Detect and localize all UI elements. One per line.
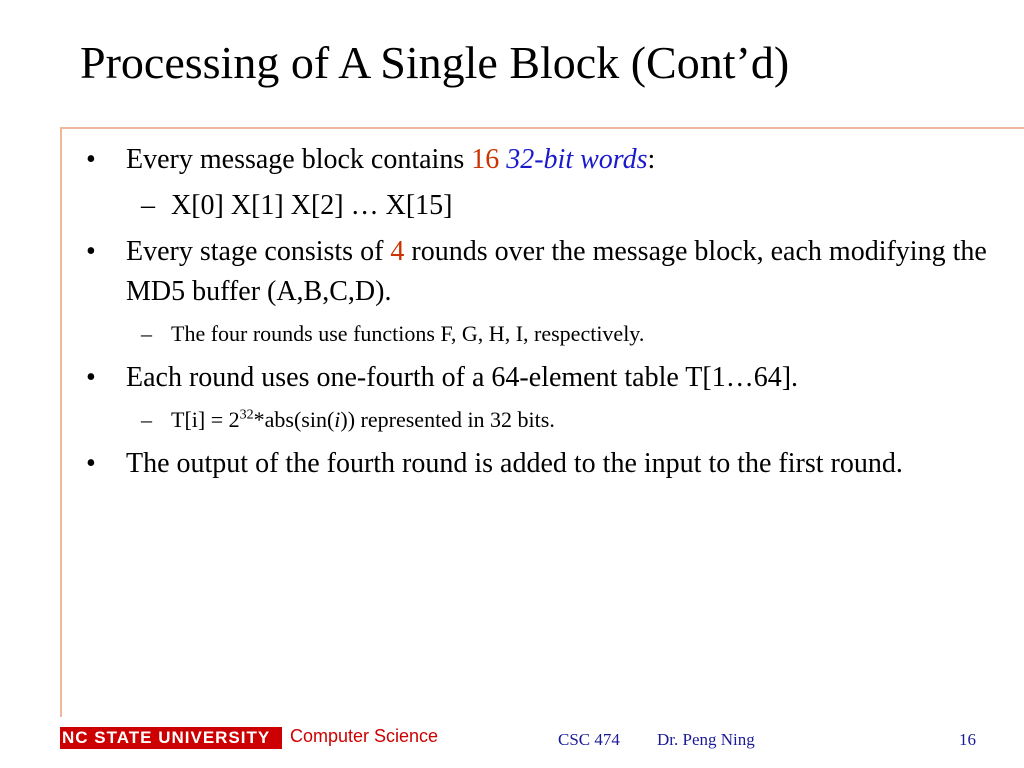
formula-text: T[i] = 2 — [171, 407, 240, 432]
horizontal-rule — [60, 127, 1024, 129]
page-number: 16 — [959, 730, 976, 749]
slide-title: Processing of A Single Block (Cont’d) — [80, 37, 790, 88]
sub-bullet-text: The four rounds use functions F, G, H, I, respectively. — [171, 321, 645, 346]
bullet-text: Every message block contains — [126, 144, 472, 175]
sub-bullet-item — [86, 318, 991, 350]
vertical-rule — [60, 127, 62, 717]
formula-variable: i — [334, 407, 341, 432]
bullet-glyph: • — [86, 236, 96, 267]
highlight-term: 32-bit words — [506, 144, 648, 175]
slide-footer — [0, 720, 1024, 768]
course-code: CSC 474 — [558, 730, 620, 749]
formula-text-end: )) represented in 32 bits. — [340, 407, 555, 432]
sub-bullet-item — [86, 404, 991, 436]
dash-glyph: – — [141, 321, 152, 346]
university-logo: NC STATE UNIVERSITY — [60, 727, 282, 749]
instructor-name: Dr. Peng Ning — [657, 730, 755, 749]
bullet-item — [86, 140, 991, 180]
bullet-item — [86, 444, 991, 484]
bullet-text: Each round uses one-fourth of a 64-element table T[1…64]. — [126, 362, 799, 393]
bullet-item — [86, 358, 991, 398]
sub-bullet-text: X[0] X[1] X[2] … X[15] — [171, 190, 453, 221]
bullet-text: The output of the fourth round is added to the input to the first round. — [126, 448, 903, 479]
formula-text-mid: *abs(sin( — [253, 407, 335, 432]
highlight-number: 16 — [471, 144, 500, 175]
bullet-glyph: • — [86, 144, 96, 175]
bullet-text-end: rounds over the message block, each modifying the MD5 buffer (A,B,C,D). — [126, 236, 987, 307]
sub-bullet-item — [86, 186, 991, 226]
dash-glyph: – — [141, 407, 152, 432]
bullet-text-end: : — [647, 144, 656, 175]
bullet-glyph: • — [86, 362, 96, 393]
bullet-text: Every stage consists of — [126, 236, 391, 267]
formula-exponent: 32 — [239, 407, 254, 423]
dash-glyph: – — [141, 190, 155, 221]
department-name: Computer Science — [290, 726, 439, 746]
highlight-number: 4 — [390, 236, 405, 267]
bullet-item — [86, 232, 991, 312]
slide-body — [86, 140, 991, 490]
bullet-glyph: • — [86, 448, 96, 479]
